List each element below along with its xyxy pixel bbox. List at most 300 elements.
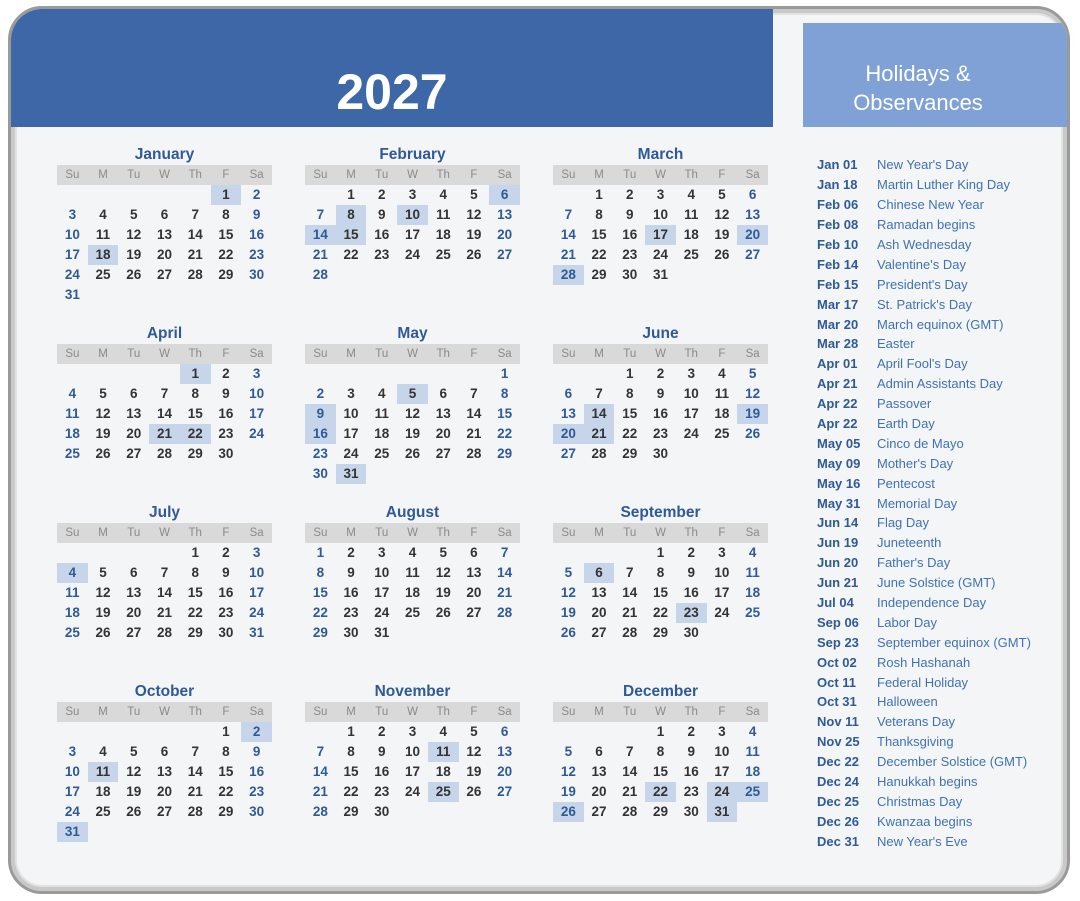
weekday-label: Tu: [623, 527, 637, 539]
day-cell: 16: [683, 585, 699, 600]
empty-cell: [57, 185, 88, 205]
day-cell: 25: [374, 446, 390, 461]
day-cell: 3: [347, 386, 355, 401]
empty-cell: [553, 185, 584, 205]
day-cell: 24: [404, 247, 420, 262]
weekday-label: Tu: [623, 169, 637, 181]
holiday-name: April Fool's Day: [877, 356, 968, 372]
day-cell: 15: [187, 585, 203, 600]
day-cell: 5: [439, 545, 447, 560]
day-cell: 16: [249, 764, 265, 779]
day-cell: 8: [656, 565, 665, 580]
day-cell: 23: [676, 603, 707, 623]
weekday-label: Tu: [375, 169, 389, 181]
empty-cell: [57, 543, 88, 563]
day-cell: 9: [687, 565, 695, 580]
holiday-date: Jun 20: [817, 555, 859, 571]
day-cell: 20: [497, 764, 513, 779]
holiday-date: Nov 11: [817, 714, 859, 730]
day-cell: 22: [591, 247, 607, 262]
day-cell: 4: [439, 187, 447, 202]
day-cell: 8: [222, 744, 230, 759]
month-name: November: [374, 683, 451, 700]
day-cell: 28: [312, 267, 328, 282]
month-may: [305, 324, 520, 484]
day-cell: 13: [126, 406, 142, 421]
day-cell: 8: [316, 565, 325, 580]
calendar-mousepad: [8, 6, 1070, 894]
month-name: May: [397, 325, 428, 342]
day-cell: 22: [180, 424, 211, 444]
day-cell: 3: [252, 545, 261, 560]
weekday-label: Sa: [497, 527, 512, 539]
day-cell: 24: [249, 605, 265, 620]
day-cell: 31: [57, 822, 88, 842]
weekday-label: Sa: [497, 706, 512, 718]
day-cell: 27: [560, 446, 576, 461]
day-cell: 17: [249, 406, 265, 421]
day-cell: 27: [126, 625, 142, 640]
day-cell: 16: [343, 585, 359, 600]
weekday-label: Sa: [497, 169, 512, 181]
days-grid: [553, 722, 768, 822]
days-grid: [553, 364, 768, 464]
day-cell: 2: [626, 187, 634, 202]
weekday-label: W: [655, 169, 666, 181]
day-cell: 22: [218, 784, 234, 799]
day-cell: 19: [435, 585, 451, 600]
day-cell: 31: [336, 464, 367, 484]
empty-cell: [149, 543, 180, 563]
day-cell: 28: [591, 446, 607, 461]
day-cell: 6: [130, 386, 138, 401]
day-cell: 9: [222, 565, 230, 580]
day-cell: 27: [466, 605, 482, 620]
holiday-row: [817, 254, 1057, 274]
day-cell: 5: [470, 724, 478, 739]
day-cell: 1: [595, 187, 603, 202]
weekday-label: F: [470, 527, 478, 539]
month-name: October: [134, 683, 195, 700]
day-cell: 24: [404, 784, 420, 799]
day-cell: 5: [748, 366, 757, 381]
day-cell: 30: [374, 804, 390, 819]
holiday-name: Independence Day: [877, 595, 987, 611]
day-cell: 28: [497, 605, 513, 620]
day-cell: 26: [435, 605, 451, 620]
day-cell: 11: [436, 207, 451, 222]
day-cell: 18: [374, 426, 390, 441]
day-cell: 29: [218, 804, 234, 819]
day-cell: 31: [652, 267, 668, 282]
day-cell: 17: [249, 585, 265, 600]
day-cell: 4: [748, 724, 757, 739]
holiday-name: St. Patrick's Day: [877, 296, 972, 312]
weekday-label: Su: [65, 706, 80, 718]
empty-cell: [553, 543, 584, 563]
weekday-label: M: [98, 706, 108, 718]
day-cell: 30: [652, 446, 668, 461]
day-cell: 22: [343, 784, 359, 799]
day-cell: 11: [95, 227, 111, 242]
day-cell: 10: [683, 386, 699, 401]
month-name: June: [642, 325, 679, 342]
holiday-row: [817, 235, 1057, 255]
holiday-name: Chinese New Year: [877, 197, 984, 213]
day-cell: 28: [312, 804, 328, 819]
holiday-row: [817, 453, 1057, 473]
day-cell: 5: [130, 744, 138, 759]
holiday-date: Jun 14: [817, 515, 859, 531]
day-cell: 18: [745, 585, 761, 600]
day-cell: 18: [745, 764, 761, 779]
day-cell: 11: [745, 744, 760, 759]
empty-cell: [397, 364, 428, 384]
day-cell: 7: [564, 207, 573, 222]
day-cell: 12: [435, 565, 451, 580]
weekday-label: Su: [313, 527, 328, 539]
holiday-date: Jun 21: [817, 575, 859, 591]
day-cell: 14: [312, 764, 328, 779]
weekday-label: Su: [561, 527, 576, 539]
day-cell: 30: [683, 804, 699, 819]
day-cell: 28: [187, 804, 203, 819]
day-cell: 18: [435, 764, 451, 779]
weekday-header: [57, 523, 272, 543]
day-cell: 10: [652, 207, 668, 222]
day-cell: 9: [252, 207, 261, 222]
day-cell: 28: [156, 625, 172, 640]
day-cell: 25: [683, 247, 699, 262]
holiday-name: Valentine's Day: [877, 256, 966, 272]
day-cell: 3: [408, 187, 417, 202]
day-cell: 5: [564, 565, 573, 580]
day-cell: 12: [126, 227, 142, 242]
holiday-row: [817, 553, 1057, 573]
day-cell: 20: [435, 426, 451, 441]
day-cell: 6: [160, 207, 169, 222]
day-cell: 25: [95, 804, 111, 819]
weekday-label: W: [407, 169, 418, 181]
day-cell: 19: [466, 227, 482, 242]
day-cell: 6: [130, 565, 138, 580]
day-cell: 23: [652, 426, 668, 441]
day-cell: 20: [126, 605, 142, 620]
weekday-label: Th: [188, 169, 202, 181]
day-cell: 22: [622, 426, 638, 441]
holiday-date: Jul 04: [817, 595, 854, 611]
empty-cell: [553, 364, 584, 384]
weekday-label: Sa: [745, 527, 760, 539]
day-cell: 15: [343, 764, 359, 779]
holiday-date: May 16: [817, 475, 861, 491]
day-cell: 7: [595, 386, 603, 401]
day-cell: 23: [249, 247, 265, 262]
holiday-name: Martin Luther King Day: [877, 177, 1010, 193]
holiday-row: [817, 652, 1057, 672]
weekday-label: Th: [436, 706, 450, 718]
day-cell: 7: [626, 565, 634, 580]
day-cell: 28: [622, 804, 638, 819]
day-cell: 29: [622, 446, 638, 461]
day-cell: 9: [378, 744, 386, 759]
day-cell: 18: [714, 406, 730, 421]
weekday-label: Su: [313, 706, 328, 718]
day-cell: 30: [312, 466, 328, 481]
day-cell: 5: [397, 384, 428, 404]
day-cell: 13: [745, 207, 761, 222]
holiday-date: May 05: [817, 435, 861, 451]
months-grid: [57, 145, 782, 865]
holiday-row: [817, 612, 1057, 632]
weekday-label: Sa: [249, 706, 264, 718]
days-grid: [305, 543, 520, 643]
day-cell: 7: [191, 744, 199, 759]
day-cell: 3: [68, 744, 77, 759]
day-cell: 22: [187, 605, 203, 620]
weekday-label: F: [470, 348, 478, 360]
day-cell: 2: [347, 545, 355, 560]
weekday-label: Tu: [623, 348, 637, 360]
weekday-label: M: [346, 527, 356, 539]
day-cell: 7: [160, 565, 169, 580]
day-cell: 19: [714, 227, 730, 242]
day-cell: 26: [126, 804, 142, 819]
month-august: [305, 503, 520, 643]
weekday-label: W: [159, 706, 170, 718]
day-cell: 26: [466, 247, 482, 262]
day-cell: 18: [64, 426, 80, 441]
day-cell: 19: [560, 784, 576, 799]
day-cell: 26: [404, 446, 420, 461]
day-cell: 20: [126, 426, 142, 441]
weekday-label: M: [594, 527, 604, 539]
day-cell: 15: [652, 585, 668, 600]
day-cell: 30: [683, 625, 699, 640]
weekday-label: Th: [684, 169, 698, 181]
day-cell: 18: [95, 784, 111, 799]
day-cell: 3: [656, 187, 665, 202]
empty-cell: [118, 722, 149, 742]
day-cell: 26: [95, 625, 111, 640]
day-cell: 17: [64, 784, 80, 799]
day-cell: 19: [737, 404, 768, 424]
weekday-label: F: [470, 169, 478, 181]
days-grid: [305, 364, 520, 484]
day-cell: 2: [316, 386, 325, 401]
day-cell: 20: [156, 247, 172, 262]
day-cell: 1: [180, 364, 211, 384]
day-cell: 2: [378, 187, 386, 202]
weekday-label: M: [98, 527, 108, 539]
day-cell: 9: [656, 386, 665, 401]
weekday-header: [57, 702, 272, 722]
day-cell: 10: [397, 205, 428, 225]
weekday-label: Th: [684, 348, 698, 360]
empty-cell: [88, 185, 119, 205]
day-cell: 26: [560, 625, 576, 640]
month-name: August: [385, 504, 440, 521]
weekday-label: Th: [188, 706, 202, 718]
weekday-label: W: [407, 348, 418, 360]
day-cell: 24: [64, 267, 80, 282]
holiday-row: [817, 672, 1057, 692]
day-cell: 17: [64, 247, 80, 262]
month-july: [57, 503, 272, 643]
day-cell: 4: [99, 207, 107, 222]
day-cell: 7: [470, 386, 478, 401]
day-cell: 6: [564, 386, 573, 401]
month-name: September: [620, 504, 701, 521]
month-name: February: [379, 146, 446, 163]
holiday-row: [817, 394, 1057, 414]
day-cell: 13: [156, 764, 172, 779]
day-cell: 21: [187, 784, 203, 799]
day-cell: 29: [218, 267, 234, 282]
holiday-name: Hanukkah begins: [877, 774, 978, 790]
day-cell: 28: [553, 265, 584, 285]
holiday-name: June Solstice (GMT): [877, 575, 996, 591]
day-cell: 13: [591, 764, 607, 779]
empty-cell: [180, 185, 211, 205]
weekday-label: M: [594, 169, 604, 181]
day-cell: 27: [435, 446, 451, 461]
holiday-name: September equinox (GMT): [877, 634, 1031, 650]
holiday-date: Dec 31: [817, 833, 859, 849]
days-grid: [553, 185, 768, 285]
day-cell: 7: [500, 545, 509, 560]
empty-cell: [180, 722, 211, 742]
holiday-name: Halloween: [877, 694, 938, 710]
day-cell: 24: [374, 605, 390, 620]
holiday-name: New Year's Day: [877, 157, 969, 173]
day-cell: 1: [347, 187, 355, 202]
weekday-label: Sa: [497, 348, 512, 360]
weekday-label: Su: [313, 348, 328, 360]
day-cell: 14: [622, 764, 638, 779]
day-cell: 21: [312, 784, 328, 799]
day-cell: 30: [218, 446, 234, 461]
day-cell: 26: [95, 446, 111, 461]
day-cell: 24: [249, 426, 265, 441]
day-cell: 13: [156, 227, 172, 242]
day-cell: 16: [374, 227, 390, 242]
holiday-name: Juneteenth: [877, 535, 942, 551]
weekday-label: W: [407, 706, 418, 718]
day-cell: 13: [126, 585, 142, 600]
day-cell: 12: [745, 386, 761, 401]
day-cell: 22: [652, 605, 668, 620]
holiday-row: [817, 274, 1057, 294]
day-cell: 19: [404, 426, 420, 441]
day-cell: 24: [652, 247, 668, 262]
day-cell: 6: [584, 563, 615, 583]
empty-cell: [88, 364, 119, 384]
day-cell: 1: [626, 366, 634, 381]
day-cell: 15: [312, 585, 328, 600]
day-cell: 11: [745, 565, 760, 580]
weekday-label: M: [346, 169, 356, 181]
holiday-date: Dec 25: [817, 793, 859, 809]
day-cell: 14: [622, 585, 638, 600]
weekday-label: Su: [313, 169, 328, 181]
day-cell: 10: [714, 565, 730, 580]
empty-cell: [459, 364, 490, 384]
day-cell: 20: [591, 784, 607, 799]
day-cell: 12: [126, 764, 142, 779]
holiday-row: [817, 513, 1057, 533]
day-cell: 30: [218, 625, 234, 640]
empty-cell: [88, 722, 119, 742]
day-cell: 5: [99, 386, 107, 401]
day-cell: 19: [126, 247, 142, 262]
day-cell: 24: [343, 446, 359, 461]
holiday-row: [817, 732, 1057, 752]
day-cell: 16: [305, 424, 336, 444]
day-cell: 11: [65, 406, 80, 421]
day-cell: 13: [497, 207, 513, 222]
holiday-date: Oct 11: [817, 674, 857, 690]
day-cell: 1: [316, 545, 325, 560]
month-march: [553, 145, 768, 285]
day-cell: 6: [470, 545, 478, 560]
empty-cell: [553, 722, 584, 742]
weekday-label: Th: [436, 348, 450, 360]
weekday-label: Tu: [375, 706, 389, 718]
day-cell: 12: [560, 764, 576, 779]
day-cell: 29: [187, 625, 203, 640]
holiday-row: [817, 155, 1057, 175]
holiday-row: [817, 573, 1057, 593]
day-cell: 8: [595, 207, 603, 222]
weekday-label: W: [159, 527, 170, 539]
day-cell: 30: [249, 804, 265, 819]
day-cell: 27: [591, 804, 607, 819]
weekday-label: F: [222, 348, 230, 360]
month-name: July: [148, 504, 180, 521]
weekday-label: F: [718, 706, 726, 718]
day-cell: 4: [57, 563, 88, 583]
days-grid: [57, 543, 272, 643]
day-cell: 10: [249, 565, 265, 580]
weekday-label: M: [346, 348, 356, 360]
day-cell: 25: [64, 625, 80, 640]
weekday-label: Sa: [745, 169, 760, 181]
day-cell: 20: [497, 227, 513, 242]
weekday-label: F: [222, 527, 230, 539]
day-cell: 20: [466, 585, 482, 600]
weekday-label: F: [718, 348, 726, 360]
day-cell: 28: [187, 267, 203, 282]
day-cell: 22: [218, 247, 234, 262]
day-cell: 12: [560, 585, 576, 600]
day-cell: 22: [312, 605, 328, 620]
holiday-date: Jan 01: [817, 157, 858, 173]
day-cell: 16: [622, 227, 638, 242]
weekday-header: [57, 344, 272, 364]
weekday-label: Su: [65, 169, 80, 181]
empty-cell: [57, 364, 88, 384]
weekday-label: F: [222, 169, 230, 181]
day-cell: 24: [64, 804, 80, 819]
day-cell: 3: [718, 724, 726, 739]
day-cell: 11: [374, 406, 389, 421]
holiday-date: Mar 20: [817, 316, 859, 332]
day-cell: 29: [652, 804, 668, 819]
weekday-label: M: [346, 706, 356, 718]
holiday-name: Federal Holiday: [877, 674, 969, 690]
holiday-date: Mar 28: [817, 336, 859, 352]
